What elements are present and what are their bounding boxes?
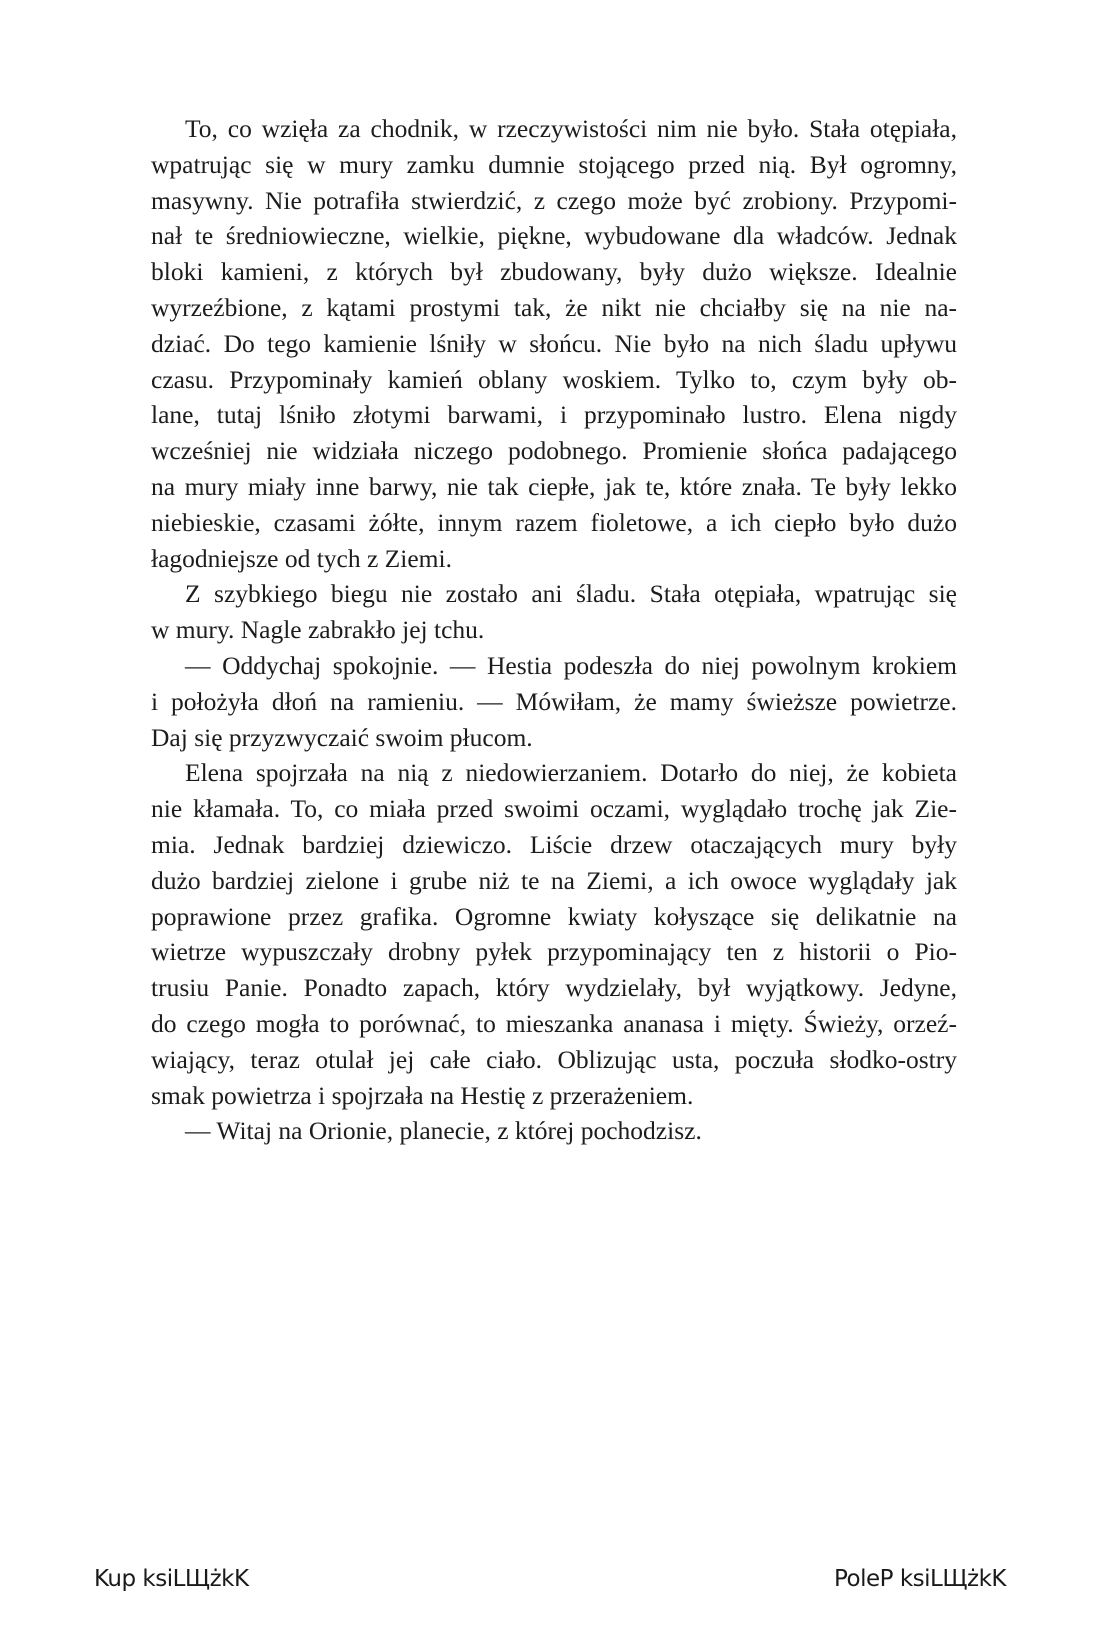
text-line: poprawione przez grafika. Ogromne kwiaty kołyszące się delikatnie na — [151, 901, 957, 931]
text-line: trusiu Panie. Ponadto zapach, który wydzielały, był wyjątkowy. Jedyne, — [151, 973, 957, 1003]
paragraph — [151, 1113, 957, 1149]
text-line: masywny. Nie potrafiła stwierdzić, z czego może być zrobiony. Przypomi- — [151, 185, 957, 215]
text-line: dziać. Do tego kamienie lśniły w słońcu. Nie było na nich śladu upływu — [151, 328, 957, 358]
buy-book-link[interactable]: Kup ksiLЩżkK — [94, 1566, 249, 1592]
text-line: lane, tutaj lśniło złotymi barwami, i przypominało lustro. Elena nigdy — [151, 400, 957, 430]
text-line: nał te średniowieczne, wielkie, piękne, wybudowane dla władców. Jednak — [151, 221, 957, 251]
recommend-book-link[interactable]: PoleP ksiLЩżkK — [834, 1566, 1006, 1592]
text-line: Daj się przyzwyczaić swoim płucom. — [151, 722, 533, 752]
text-line: wiający, teraz otulał jej całe ciało. Oblizując usta, poczuła słodko-ostry — [151, 1044, 957, 1074]
text-line: do czego mogła to porównać, to mieszanka ananasa i mięty. Świeży, orzeź- — [151, 1008, 957, 1038]
text-line: To, co wzięła za chodnik, w rzeczywistości nim nie było. Stała otępiała, — [185, 114, 957, 143]
text-line: na mury miały inne barwy, nie tak ciepłe, jak te, które znała. Te były lekko — [151, 471, 957, 501]
text-line: i położyła dłoń na ramieniu. — Mówiłam, że mamy świeższe powietrze. — [151, 686, 957, 716]
paragraph — [151, 755, 957, 1113]
text-line: — Witaj na Orionie, planecie, z której pochodzisz. — [185, 1116, 702, 1146]
text-line: czasu. Przypominały kamień oblany woskiem. Tylko to, czym były ob- — [151, 364, 957, 394]
text-line: Z szybkiego biegu nie zostało ani śladu. Stała otępiała, wpatrując się — [185, 579, 957, 609]
body-text — [151, 111, 957, 1149]
paragraph — [151, 576, 957, 648]
text-line: łagodniejsze od tych z Ziemi. — [151, 543, 452, 573]
text-line: wpatrując się w mury zamku dumnie stojącego przed nią. Był ogromny, — [151, 149, 957, 179]
text-line: — Oddychaj spokojnie. — Hestia podeszła do niej powolnym krokiem — [185, 650, 957, 680]
text-line: bloki kamieni, z których był zbudowany, były dużo większe. Idealnie — [151, 257, 957, 287]
paragraph — [151, 648, 957, 755]
text-line: w mury. Nagle zabrakło jej tchu. — [151, 615, 485, 645]
text-line: wcześniej nie widziała niczego podobnego. Promienie słońca padającego — [151, 436, 957, 466]
text-line: wyrzeźbione, z kątami prostymi tak, że nikt nie chciałby się na nie na- — [151, 292, 957, 322]
text-line: Elena spojrzała na nią z niedowierzaniem. Dotarło do niej, że kobieta — [185, 758, 957, 788]
text-line: wietrze wypuszczały drobny pyłek przypominający ten z historii o Pio- — [151, 937, 957, 967]
text-line: dużo bardziej zielone i grube niż te na Ziemi, a ich owoce wyglądały jak — [151, 865, 957, 895]
paragraph — [151, 111, 957, 576]
text-line: nie kłamała. To, co miała przed swoimi oczami, wyglądało trochę jak Zie- — [151, 794, 957, 824]
text-line: niebieskie, czasami żółte, innym razem fioletowe, a ich ciepło było dużo — [151, 507, 957, 537]
text-line: mia. Jednak bardziej dziewiczo. Liście drzew otaczających mury były — [151, 829, 957, 859]
text-line: smak powietrza i spojrzała na Hestię z przerażeniem. — [151, 1080, 694, 1110]
